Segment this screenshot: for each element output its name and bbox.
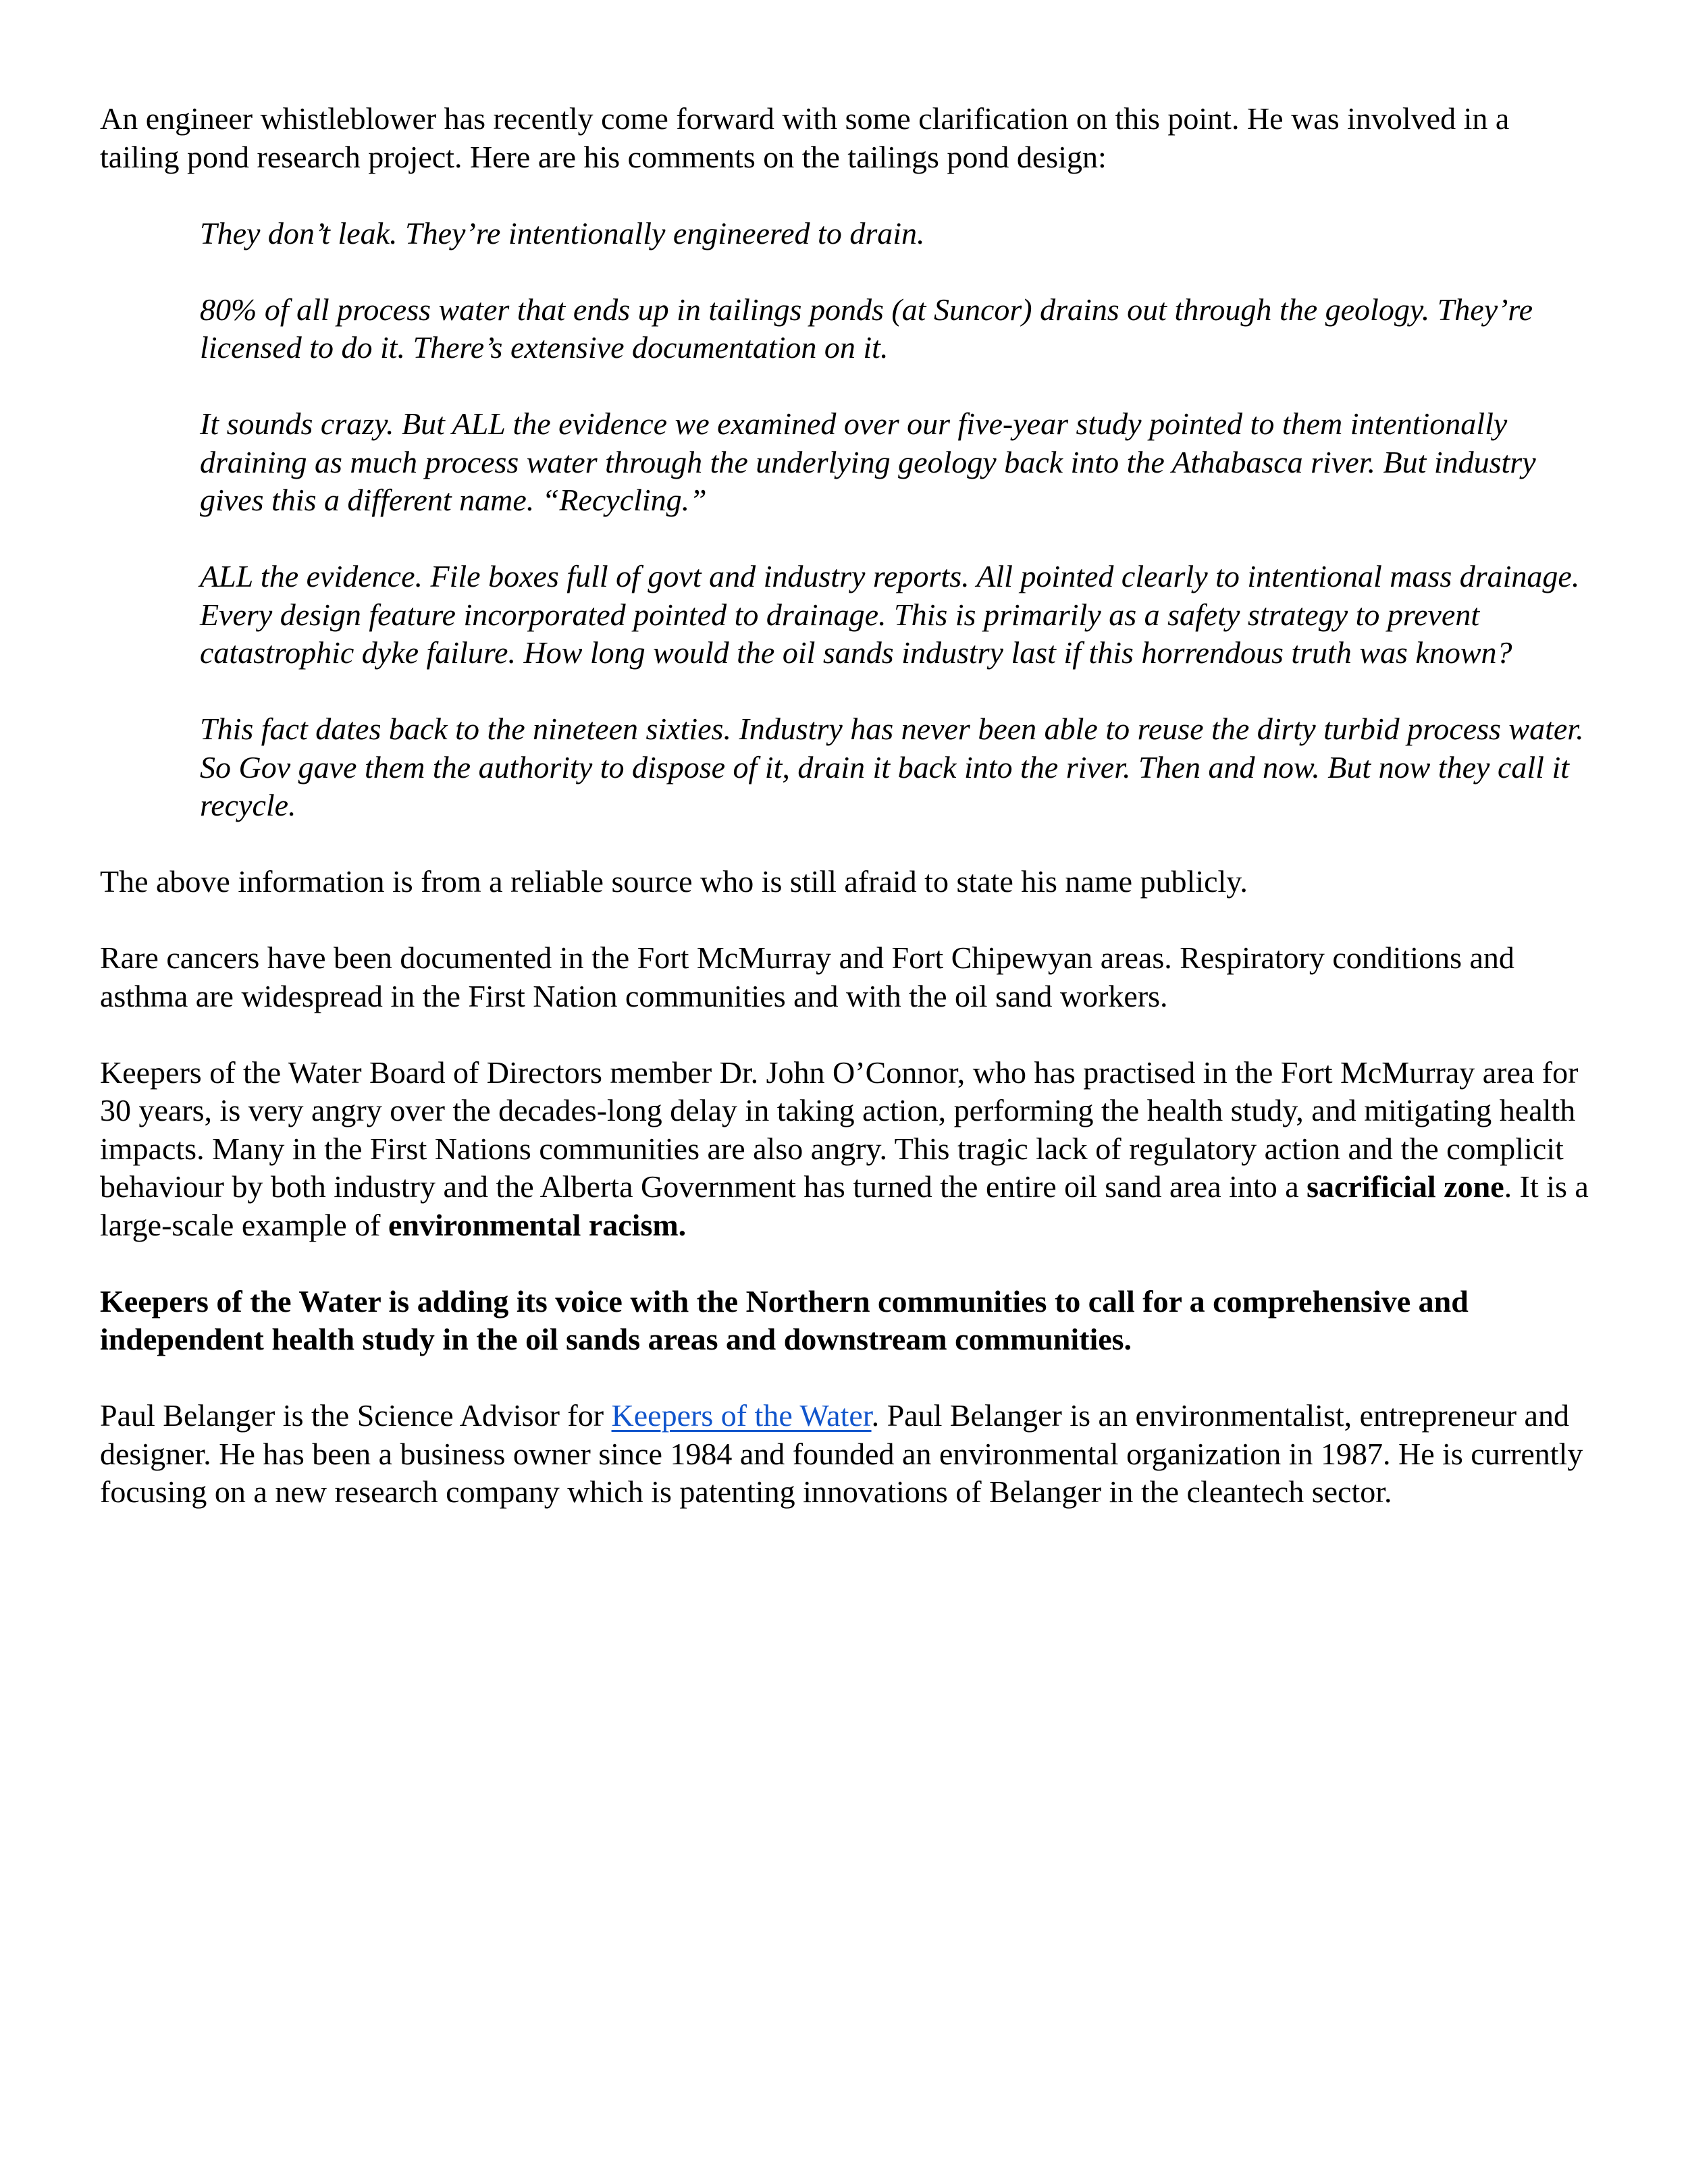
quote-paragraph: This fact dates back to the nineteen sixties. Industry has never been able to reuse the dirty turbid process water. So Gov gave them the authority to dispose of it, drain it back into the river. Then and now. But now they call it recycle. <box>200 712 1584 822</box>
keepers-of-the-water-link[interactable]: Keepers of the Water <box>611 1398 872 1433</box>
intro-paragraph: An engineer whistleblower has recently come forward with some clarification on this point. He was involved in a tailing pond research project. Here are his comments on the tailings pond design: <box>100 101 1510 174</box>
quote-paragraph: They don’t leak. They’re intentionally engineered to drain. <box>200 215 925 250</box>
cancers-paragraph: Rare cancers have been documented in the Fort McMurray and Fort Chipewyan areas. Respiratory conditions and asthma are widespread in the First Nation communities and with the oil sand workers. <box>100 940 1514 1013</box>
sacrificial-zone-emphasis: sacrificial zone <box>1307 1169 1504 1204</box>
bio-text-1: Paul Belanger is the Science Advisor for <box>100 1398 612 1433</box>
oconnor-text-2: . It is a large-scale example of <box>100 1169 1589 1242</box>
quote-paragraph: 80% of all process water that ends up in tailings ponds (at Suncor) drains out through the geology. They’re licensed to do it. There’s extensive documentation on it. <box>200 292 1533 365</box>
environmental-racism-emphasis: environmental racism. <box>388 1207 687 1242</box>
whistleblower-quote-block <box>100 215 1592 825</box>
author-bio-paragraph <box>100 1397 1592 1512</box>
quote-paragraph: It sounds crazy. But ALL the evidence we examined over our five-year study pointed to them intentionally draining as much process water through the underlying geology back into the Athabasca river. But industry gives this a different name. “Recycling.” <box>200 406 1536 517</box>
call-to-action-paragraph: Keepers of the Water is adding its voice with the Northern communities to call for a comprehensive and independent health study in the oil sands areas and downstream communities. <box>100 1283 1469 1356</box>
bio-text-2: . Paul Belanger is an environmentalist, entrepreneur and designer. He has been a business owner since 1984 and founded an environmental organization in 1987. He is currently focusing on a new research company which is patenting innovations of Belanger in the cleantech sector. <box>100 1398 1583 1509</box>
oconnor-text-1: Keepers of the Water Board of Directors member Dr. John O’Connor, who has practised in the Fort McMurray area for 30 years, is very angry over the decades-long delay in taking action, performing the health study, and mitigating health impacts. Many in the First Nations communities are also angry. This tragic lack of regulatory action and the complicit behaviour by both industry and the Alberta Government has turned the entire oil sand area into a <box>100 1055 1579 1204</box>
oconnor-paragraph <box>100 1054 1592 1245</box>
source-note-paragraph: The above information is from a reliable source who is still afraid to state his name publicly. <box>100 864 1248 899</box>
quote-paragraph: ALL the evidence. File boxes full of govt and industry reports. All pointed clearly to intentional mass drainage. Every design feature incorporated pointed to drainage. This is primarily as a safety strategy to prevent catastrophic dyke failure. How long would the oil sands industry last if this horrendous truth was known? <box>200 559 1580 670</box>
document-page <box>100 100 1592 1549</box>
